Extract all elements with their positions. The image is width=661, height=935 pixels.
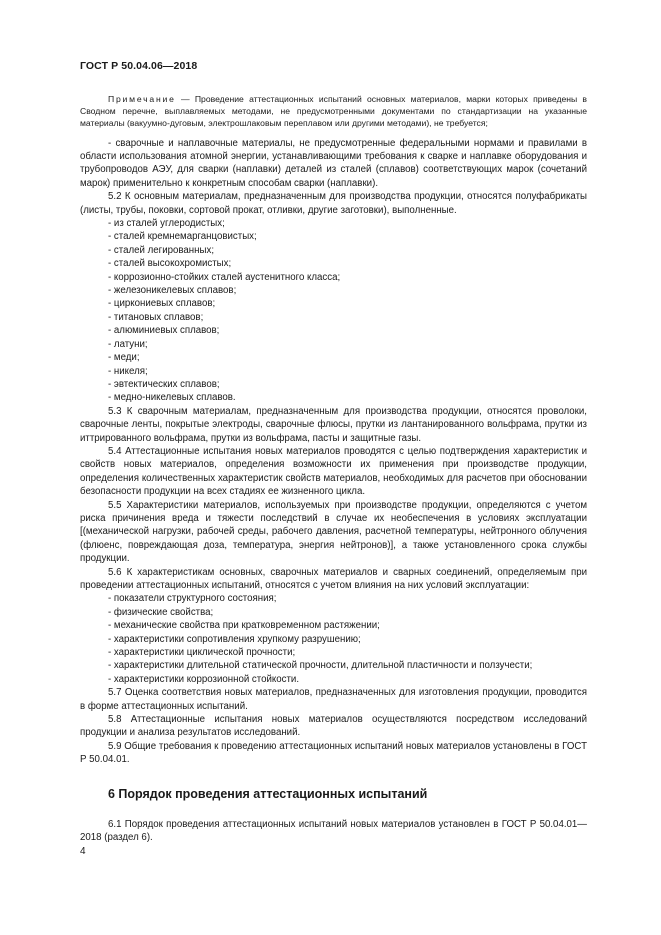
list-item: - никеля; [108,365,148,377]
page-number: 4 [80,846,86,857]
list-item: - из сталей углеродистых; [108,218,225,230]
document-header: ГОСТ Р 50.04.06—2018 [80,60,198,72]
list-item: - медно-никелевых сплавов. [108,392,236,404]
list-item: - механические свойства при кратковременном растяжении; [108,620,380,632]
list-item: - сталей легированных; [108,244,215,256]
paragraph-5-6: 5.6 К характеристикам основных, сварочных материалов и сварных соединений, определяемым при проведении аттестационных испытаний, относятся с учетом влияния на них условий эксплуатации: [80,566,587,592]
list-item: - латуни; [108,338,148,350]
paragraph-5-2: 5.2 К основным материалам, предназначенным для производства продукции, относятся полуфабрикаты (листы, трубы, поковки, сортовой прокат, отливки, другие заготовки), выполненные. [80,191,587,216]
list-item: - характеристики длительной статической прочности, длительной пластичности и ползучести; [108,660,533,672]
list-item: - показатели структурного состояния; [108,593,277,605]
list-5-6 [80,592,587,686]
list-item: - характеристики сопротивления хрупкому разрушению; [108,633,361,645]
list-item: - эвтектических сплавов; [108,378,220,390]
list-item: - титановых сплавов; [108,311,204,323]
paragraph-5-7: 5.7 Оценка соответствия новых материалов, предназначенных для изготовления продукции, проводится в форме аттестационных испытаний. [80,687,587,712]
paragraph-6-1: 6.1 Порядок проведения аттестационных испытаний новых материалов установлен в ГОСТ Р 50.04.01—2018 (раздел 6). [80,818,587,844]
list-5-2 [80,217,587,405]
list-item: - меди; [108,352,140,364]
list-item: - сталей кремнемарганцовистых; [108,231,257,243]
section-6-title: 6 Порядок проведения аттестационных испытаний [108,786,428,801]
list-item: - циркониевых сплавов; [108,298,216,310]
note-text: — Проведение аттестационных испытаний основных материалов, марки которых приведены в Сводном перечне, выплавляемых методами, не предусмотренными документами по стандартизации на указанные материалы (вакуумно-дуговым, электрошлаковым переплавом или другими методами), не требуется; [80,94,587,129]
list-item: - физические свойства; [108,606,214,618]
paragraph-5-4: 5.4 Аттестационные испытания новых материалов проводятся с целью подтверждения характеристик и свойств новых материалов, определения возможности их применения при производстве продукции, определения количественных характеристик свойств материалов, необходимых для расчетов при обосновании безопасности продукции на всех стадиях ее жизненного цикла. [80,445,587,498]
note-label: Примечание [108,94,176,104]
list-item: - характеристики коррозионной стойкости. [108,673,300,685]
list-item: - характеристики циклической прочности; [108,647,296,659]
list-item: - алюминиевых сплавов; [108,325,220,337]
note-paragraph [80,93,587,130]
paragraph-5-9: 5.9 Общие требования к проведению аттестационных испытаний новых материалов установлены в ГОСТ Р 50.04.01. [80,740,587,766]
document-body [80,93,587,845]
paragraph-5-8: 5.8 Аттестационные испытания новых материалов осуществляются посредством исследований продукции и анализа результатов исследований. [80,714,587,739]
list-item: - железоникелевых сплавов; [108,285,237,297]
paragraph-welding-materials: - сварочные и наплавочные материалы, не предусмотренные федеральными нормами и правилами в области использования атомной энергии, устанавливающими требования к сварке и наплавке оборудования и трубопроводов АЭУ, для сварки (наплавки) деталей из сталей (сплавов) соответствующих марок (сочетаний марок) применительно к конкретным способам сварки (наплавки). [80,137,587,189]
paragraph-5-5: 5.5 Характеристики материалов, используемых при производстве продукции, определяются с учетом риска причинения вреда и тяжести последствий в случае их необеспечения в условиях эксплуатации [(механической нагрузки, рабочей среды, рабочего давления, расчетной температуры, нейтронного облучения (флюенс, повреждающая доза, температура, энергия нейтронов)], а также установленного срока службы продукции. [80,499,587,565]
list-item: - сталей высокохромистых; [108,258,232,270]
list-item: - коррозионно-стойких сталей аустенитного класса; [108,271,341,283]
paragraph-5-3: 5.3 К сварочным материалам, предназначенным для производства продукции, относятся проволоки, сварочные ленты, покрытые электроды, сварочные флюсы, прутки из лантанированного вольфрама, прутки из иттрированного вольфрама, прутки из вольфрама, пасты и защитные газы. [80,405,587,444]
